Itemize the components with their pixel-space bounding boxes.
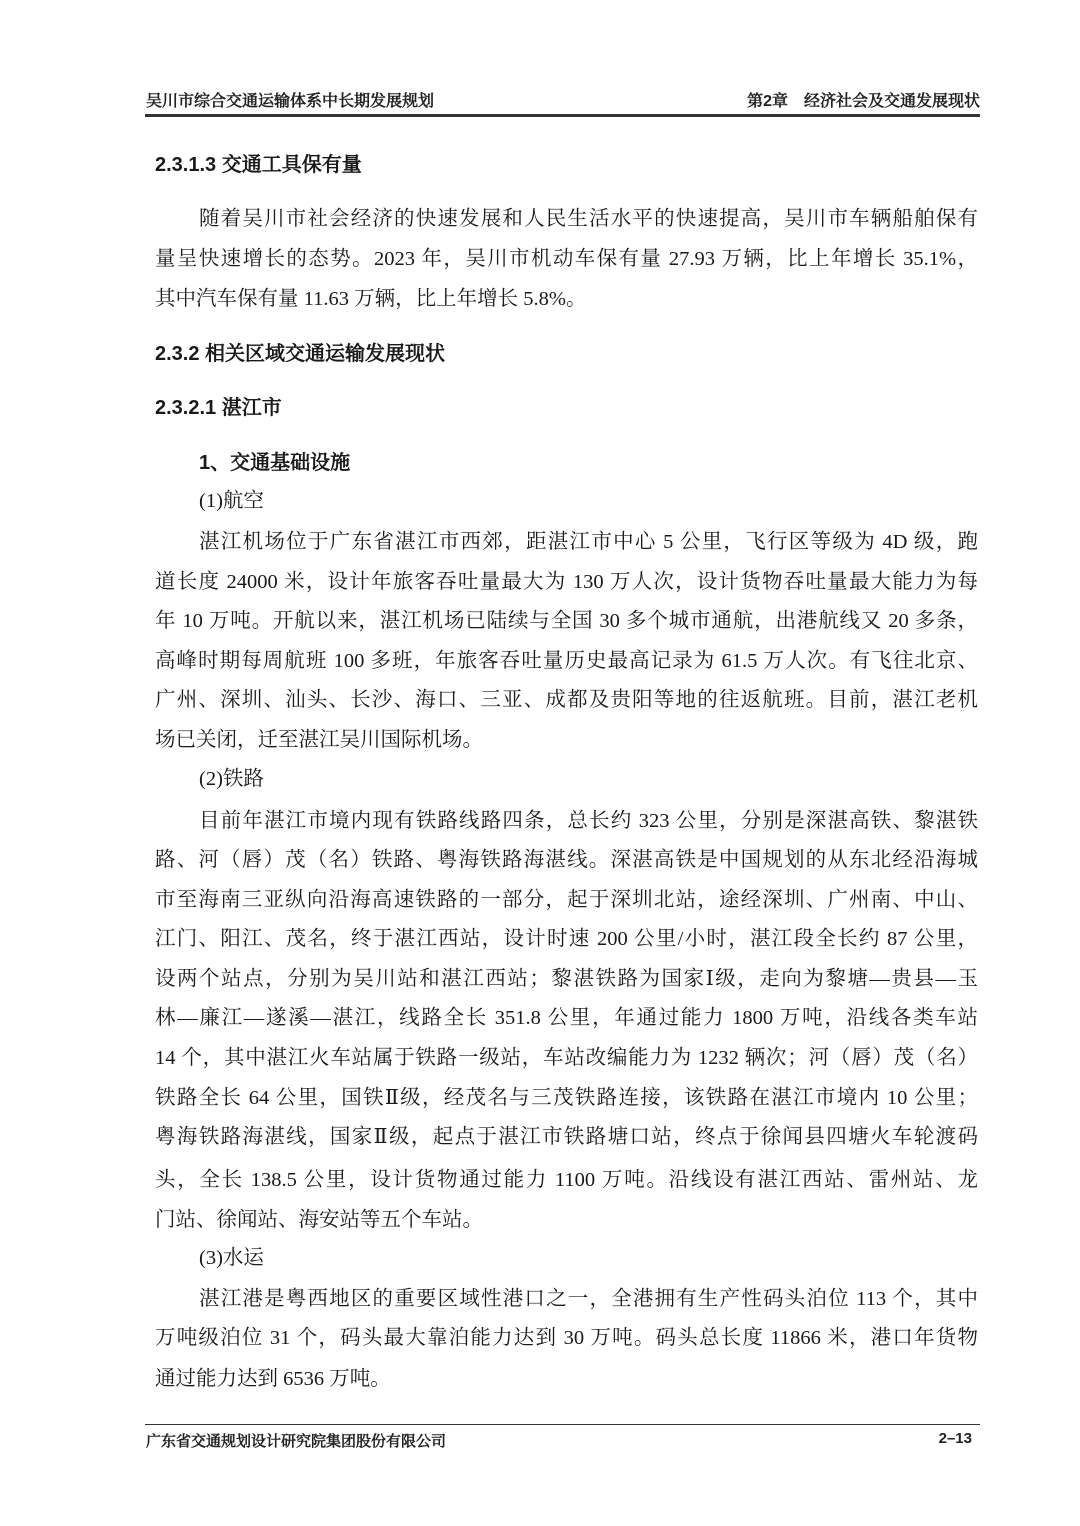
paragraph-line: 头，全长 138.5 公里，设计货物通过能力 1100 万吨。沿线设有湛江西站、雷州站、龙 [155, 1169, 978, 1191]
section-heading: 2.3.2 相关区域交通运输发展现状 [155, 343, 446, 365]
paragraph-line: 量呈快速增长的态势。2023 年，吴川市机动车保有量 27.93 万辆，比上年增长 35.1%， [155, 248, 978, 270]
subsection-label: (1)航空 [199, 490, 264, 512]
paragraph-line: 其中汽车保有量 11.63 万辆，比上年增长 5.8%。 [155, 288, 587, 310]
paragraph-line: 通过能力达到 6536 万吨。 [155, 1368, 391, 1390]
paragraph-line: 高峰时期每周航班 100 多班，年旅客吞吐量历史最高记录为 61.5 万人次。有飞往北京、 [155, 650, 978, 672]
paragraph-line: 江门、阳江、茂名，终于湛江西站，设计时速 200 公里/小时，湛江段全长约 87 公里， [155, 928, 978, 950]
paragraph-line: 门站、徐闻站、海安站等五个车站。 [155, 1209, 483, 1231]
paragraph-line: 场已关闭，迁至湛江吴川国际机场。 [155, 729, 483, 751]
subsection-label: (2)铁路 [199, 768, 264, 790]
section-heading: 2.3.2.1 湛江市 [155, 397, 282, 419]
footer-organization: 广东省交通规划设计研究院集团股份有限公司 [146, 1433, 447, 1450]
subsection-label: (3)水运 [199, 1247, 264, 1269]
subsection-heading: 1、交通基础设施 [199, 452, 351, 474]
paragraph-line: 年 10 万吨。开航以来，湛江机场已陆续与全国 30 多个城市通航，出港航线又 20 多条， [155, 610, 978, 632]
page-number: 2–13 [938, 1430, 972, 1447]
paragraph-line: 湛江港是粤西地区的重要区域性港口之一，全港拥有生产性码头泊位 113 个，其中 [199, 1288, 978, 1310]
paragraph-line: 粤海铁路海湛线，国家Ⅱ级，起点于湛江市铁路塘口站，终点于徐闻县四塘火车轮渡码 [155, 1126, 978, 1148]
paragraph-line: 市至海南三亚纵向沿海高速铁路的一部分，起于深圳北站，途经深圳、广州南、中山、 [155, 889, 978, 911]
paragraph-line: 广州、深圳、汕头、长沙、海口、三亚、成都及贵阳等地的往返航班。目前，湛江老机 [155, 689, 978, 711]
header-rule [145, 114, 980, 117]
paragraph-line: 随着吴川市社会经济的快速发展和人民生活水平的快速提高，吴川市车辆船舶保有 [199, 208, 978, 230]
header-title: 吴川市综合交通运输体系中长期发展规划 [146, 93, 435, 110]
footer-rule [145, 1424, 980, 1425]
paragraph-line: 林—廉江—遂溪—湛江，线路全长 351.8 公里，年通过能力 1800 万吨，沿线各类车站 [155, 1007, 978, 1029]
paragraph-line: 目前年湛江市境内现有铁路线路四条，总长约 323 公里，分别是深湛高铁、黎湛铁 [199, 810, 978, 832]
paragraph-line: 路、河（唇）茂（名）铁路、粤海铁路海湛线。深湛高铁是中国规划的从东北经沿海城 [155, 849, 978, 871]
paragraph-line: 14 个，其中湛江火车站属于铁路一级站，车站改编能力为 1232 辆次；河（唇）茂（名） [155, 1047, 978, 1069]
paragraph-line: 湛江机场位于广东省湛江市西郊，距湛江市中心 5 公里，飞行区等级为 4D 级，跑 [199, 531, 978, 553]
paragraph-line: 道长度 24000 米，设计年旅客吞吐量最大为 130 万人次，设计货物吞吐量最大能力为每 [155, 571, 978, 593]
section-heading: 2.3.1.3 交通工具保有量 [155, 154, 362, 176]
paragraph-line: 铁路全长 64 公里，国铁Ⅱ级，经茂名与三茂铁路连接，该铁路在湛江市境内 10 公里； [155, 1087, 978, 1109]
paragraph-line: 设两个站点，分别为吴川站和湛江西站；黎湛铁路为国家Ⅰ级，走向为黎塘—贵县—玉 [155, 968, 978, 990]
header-chapter: 第2章 经济社会及交通发展现状 [747, 93, 980, 110]
paragraph-line: 万吨级泊位 31 个，码头最大靠泊能力达到 30 万吨。码头总长度 11866 米，港口年货物 [155, 1327, 978, 1349]
